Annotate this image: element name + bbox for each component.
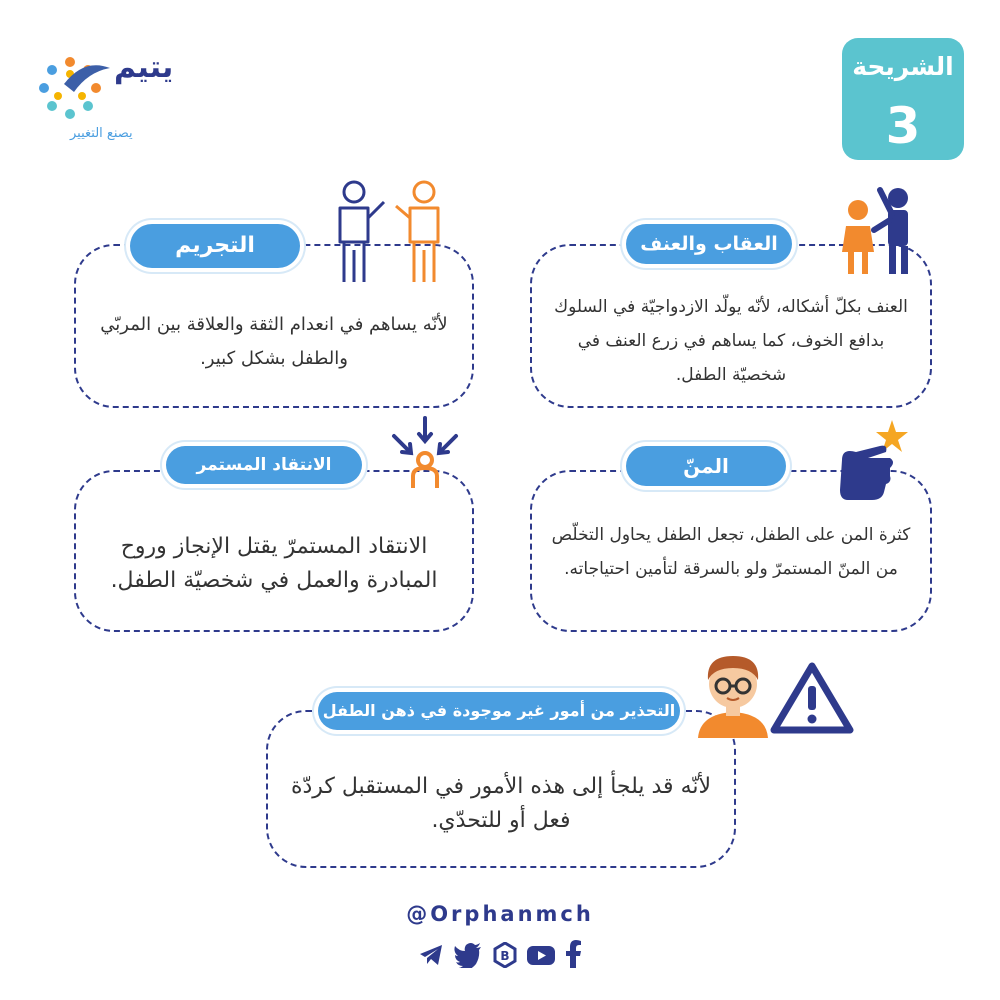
violence-figures-icon xyxy=(832,180,922,280)
card-criminalization-text: لأنّه يساهم في انعدام الثقة والعلاقة بين المربّي والطفل بشكل كبير. xyxy=(100,314,448,369)
card-criticism-text: الانتقاد المستمرّ يقتل الإنجاز وروح المبادرة والعمل في شخصيّة الطفل. xyxy=(110,534,438,593)
accusation-figures-icon xyxy=(332,178,452,288)
logo-tagline: يصنع التغيير xyxy=(70,126,133,141)
card-punishment-text: العنف بكلّ أشكاله، لأنّه يولّد الازدواجيّة في السلوك بدافع الخوف، كما يساهم في زرع العنف في شخصيّة الطفل. xyxy=(554,297,908,385)
telegram-icon[interactable] xyxy=(418,942,444,968)
card-favor-title: المنّ xyxy=(626,446,786,486)
criticism-arrows-icon xyxy=(380,414,470,494)
svg-text:B: B xyxy=(500,949,510,963)
slide-title: الشريحة xyxy=(852,52,954,81)
facebook-icon[interactable] xyxy=(566,940,582,968)
card-warning-text: لأنّه قد يلجأ إلى هذه الأمور في المستقبل كردّة فعل أو للتحدّي. xyxy=(290,774,712,833)
twitter-icon[interactable] xyxy=(454,942,482,968)
card-warning-title: التحذير من أمور غير موجودة في ذهن الطفل xyxy=(318,692,680,730)
logo-name: يتيم xyxy=(114,50,174,85)
card-criminalization-title: التجريم xyxy=(130,224,300,268)
logo xyxy=(30,40,174,150)
logo-flower-icon xyxy=(30,48,110,128)
warning-triangle-icon xyxy=(770,660,854,736)
bitcoin-icon[interactable] xyxy=(492,942,518,968)
pointing-hand-star-icon xyxy=(834,416,924,506)
social-icons xyxy=(418,940,588,972)
card-punishment-title: العقاب والعنف xyxy=(626,224,792,264)
boy-avatar-icon xyxy=(694,648,772,738)
card-favor-text: كثرة المن على الطفل، تجعل الطفل يحاول التخلّص من المنّ المستمرّ ولو بالسرقة لتأمين احتياجاته. xyxy=(551,525,911,579)
slide-badge xyxy=(842,38,964,160)
youtube-icon[interactable] xyxy=(526,942,556,968)
social-handle[interactable]: @Orphanmch xyxy=(406,902,594,926)
slide-number: 3 xyxy=(885,97,921,155)
card-criticism-title: الانتقاد المستمر xyxy=(166,446,362,484)
